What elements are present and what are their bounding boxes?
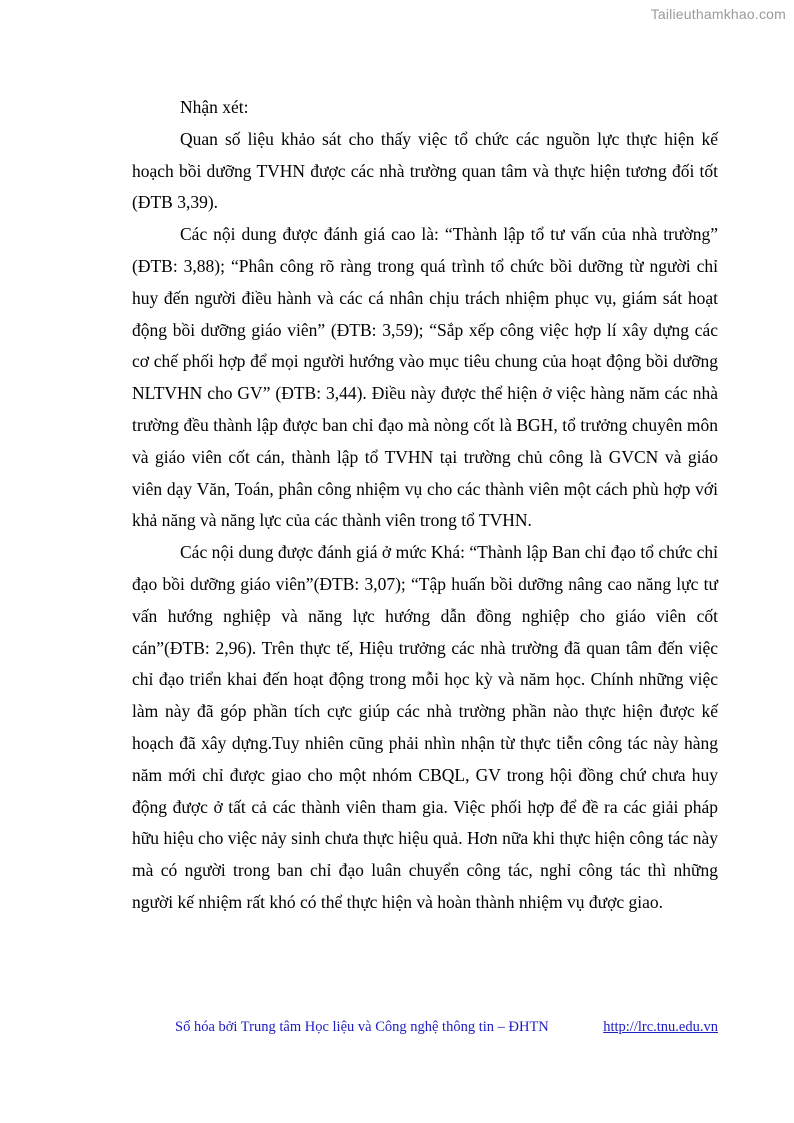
document-body (132, 92, 718, 919)
paragraph-3: Các nội dung được đánh giá ở mức Khá: “Thành lập Ban chỉ đạo tổ chức chỉ đạo bồi dưỡng giáo viên”(ĐTB: 3,07); “Tập huấn bồi dưỡng nâng cao năng lực tư vấn hướng nghiệp và năng lực hướng dẫn đồng nghiệp cho giáo viên cốt cán”(ĐTB: 2,96). Trên thực tế, Hiệu trưởng các nhà trường đã quan tâm đến việc chỉ đạo triển khai đến hoạt động trong mỗi học kỳ và năm học. Chính những việc làm này đã góp phần tích cực giúp các nhà trường phần nào thực hiện được kế hoạch đã xây dựng.Tuy nhiên cũng phải nhìn nhận từ thực tiễn công tác này hàng năm mới chỉ được giao cho một nhóm CBQL, GV trong hội đồng chứ chưa huy động được ở tất cả các thành viên tham gia. Việc phối hợp để đề ra các giải pháp hữu hiệu cho việc nảy sinh chưa thực hiệu quả. Hơn nữa khi thực hiện công tác này mà có người trong ban chỉ đạo luân chuyển công tác, nghỉ công tác thì những người kế nhiệm rất khó có thể thực hiện và hoàn thành nhiệm vụ được giao. (132, 542, 718, 912)
footer-url-link[interactable]: http://lrc.tnu.edu.vn (603, 1019, 718, 1035)
watermark-text: Tailieuthamkhao.com (650, 6, 786, 22)
paragraph-2: Các nội dung được đánh giá cao là: “Thành lập tổ tư vấn của nhà trường” (ĐTB: 3,88); “Phân công rõ ràng trong quá trình tổ chức bồi dưỡng từ người chỉ huy đến người điều hành và các cá nhân chịu trách nhiệm phục vụ, giám sát hoạt động bồi dưỡng giáo viên” (ĐTB: 3,59); “Sắp xếp công việc hợp lí xây dựng các cơ chế phối hợp để mọi người hướng vào mục tiêu chung của hoạt động bồi dưỡng NLTVHN cho GV” (ĐTB: 3,44). Điều này được thể hiện ở việc hàng năm các nhà trường đều thành lập được ban chỉ đạo mà nòng cốt là BGH, tổ trưởng chuyên môn và giáo viên cốt cán, thành lập tổ TVHN tại trường chủ công là GVCN và giáo viên dạy Văn, Toán, phân công nhiệm vụ cho các thành viên một cách phù hợp với khả năng và năng lực của các thành viên trong tổ TVHN. (132, 224, 718, 531)
paragraph-1: Quan số liệu khảo sát cho thấy việc tổ chức các nguồn lực thực hiện kế hoạch bồi dưỡng TVHN được các nhà trường quan tâm và thực hiện tương đối tốt (ĐTB 3,39). (132, 128, 718, 213)
section-heading: Nhận xét: (180, 97, 249, 117)
footer-credit: Số hóa bởi Trung tâm Học liệu và Công nghệ thông tin – ĐHTN (175, 1019, 549, 1035)
